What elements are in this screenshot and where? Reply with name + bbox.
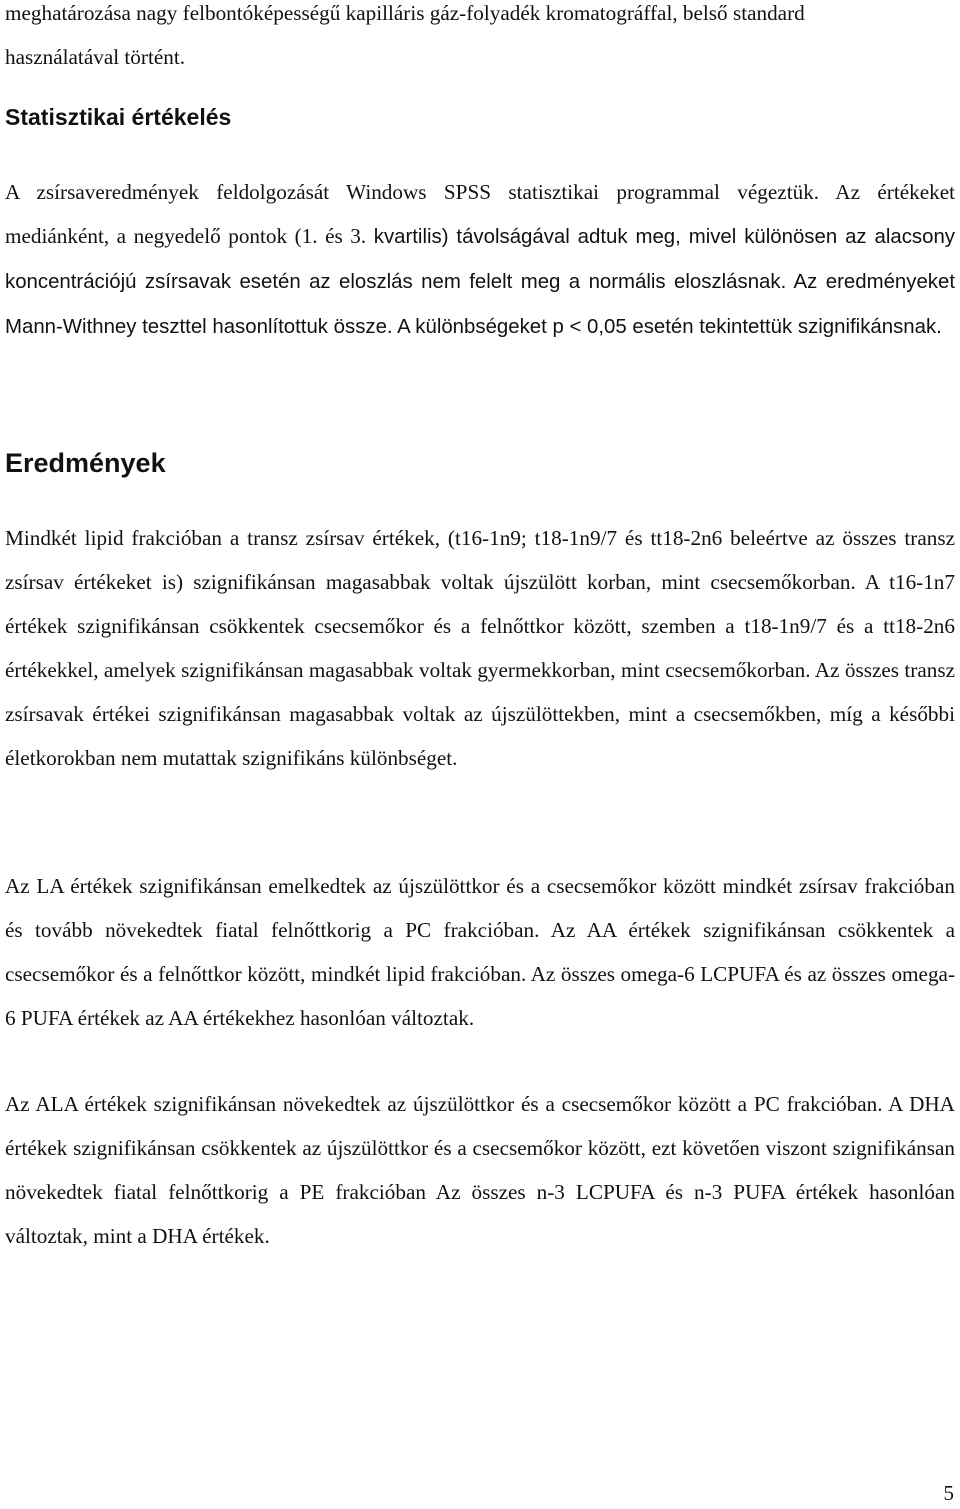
results-paragraph-1: Mindkét lipid frakcióban a transz zsírsav értékek, (t16-1n9; t18-1n9/7 és tt18-2n6 beleértve az összes transz zsírsav értékeket is) szignifikánsan magasabbak voltak újszülött korban, mint csecsemőkorban. A t16-1n7 értékek szignifikánsan csökkentek csecsemőkor és a felnőttkor között, szemben a t18-1n9/7 és a tt18-2n6 értékekkel, amelyek szignifikánsan magasabbak voltak gyermekkorban, mint csecsemőkorban. Az összes transz zsírsavak értékei szignifikánsan magasabbak voltak az újszülöttekben, mint a csecsemőkben, míg a későbbi életkorokban nem mutattak szignifikáns különbséget. <box>5 526 955 770</box>
statistics-text-sans: kvartilis) távolságával adtuk meg, mivel különösen az alacsony koncentrációjú zsírsavak esetén az eloszlás nem felelt meg a normális eloszlásnak. Az eredményeket Mann-Withney teszttel hasonlítottuk össze. A különbségeket p < 0,05 esetén tekintettük szignifikánsnak. <box>5 226 956 338</box>
results-paragraph-3: Az ALA értékek szignifikánsan növekedtek az újszülöttkor és a csecsemőkor között a PC frakcióban. A DHA értékek szignifikánsan csökkentek az újszülöttkor és a csecsemőkor között, ezt követően viszont szignifikánsan növekedtek fiatal felnőttkorig a PE frakcióban Az összes n-3 LCPUFA és n-3 PUFA értékek hasonlóan változtak, mint a DHA értékek. <box>5 1092 955 1248</box>
statistics-heading: Statisztikai értékelés <box>5 104 232 130</box>
page-number: 5 <box>943 1481 954 1505</box>
intro-paragraph <box>5 0 955 79</box>
statistics-text-serif: A zsírsaveredmények feldolgozását Windows SPSS statisztikai programmal végeztük. Az értékeket mediánként, a negyedelő pontok (1. és 3. <box>5 180 955 248</box>
results-paragraph-2: Az LA értékek szignifikánsan emelkedtek az újszülöttkor és a csecsemőkor között mindkét zsírsav frakcióban és tovább növekedtek fiatal felnőttkorig a PC frakcióban. Az AA értékek szignifikánsan csökkentek a csecsemőkor és a felnőttkor között, mindkét lipid frakcióban. Az összes omega-6 LCPUFA és az összes omega-6 PUFA értékek az AA értékekhez hasonlóan változtak. <box>5 874 955 1030</box>
intro-line-2: használatával történt. <box>5 45 186 69</box>
results-heading: Eredmények <box>5 448 166 478</box>
intro-line-1: meghatározása nagy felbontóképességű kapilláris gáz-folyadék kromatográffal, belső standard <box>5 1 805 25</box>
statistics-paragraph <box>5 170 955 349</box>
